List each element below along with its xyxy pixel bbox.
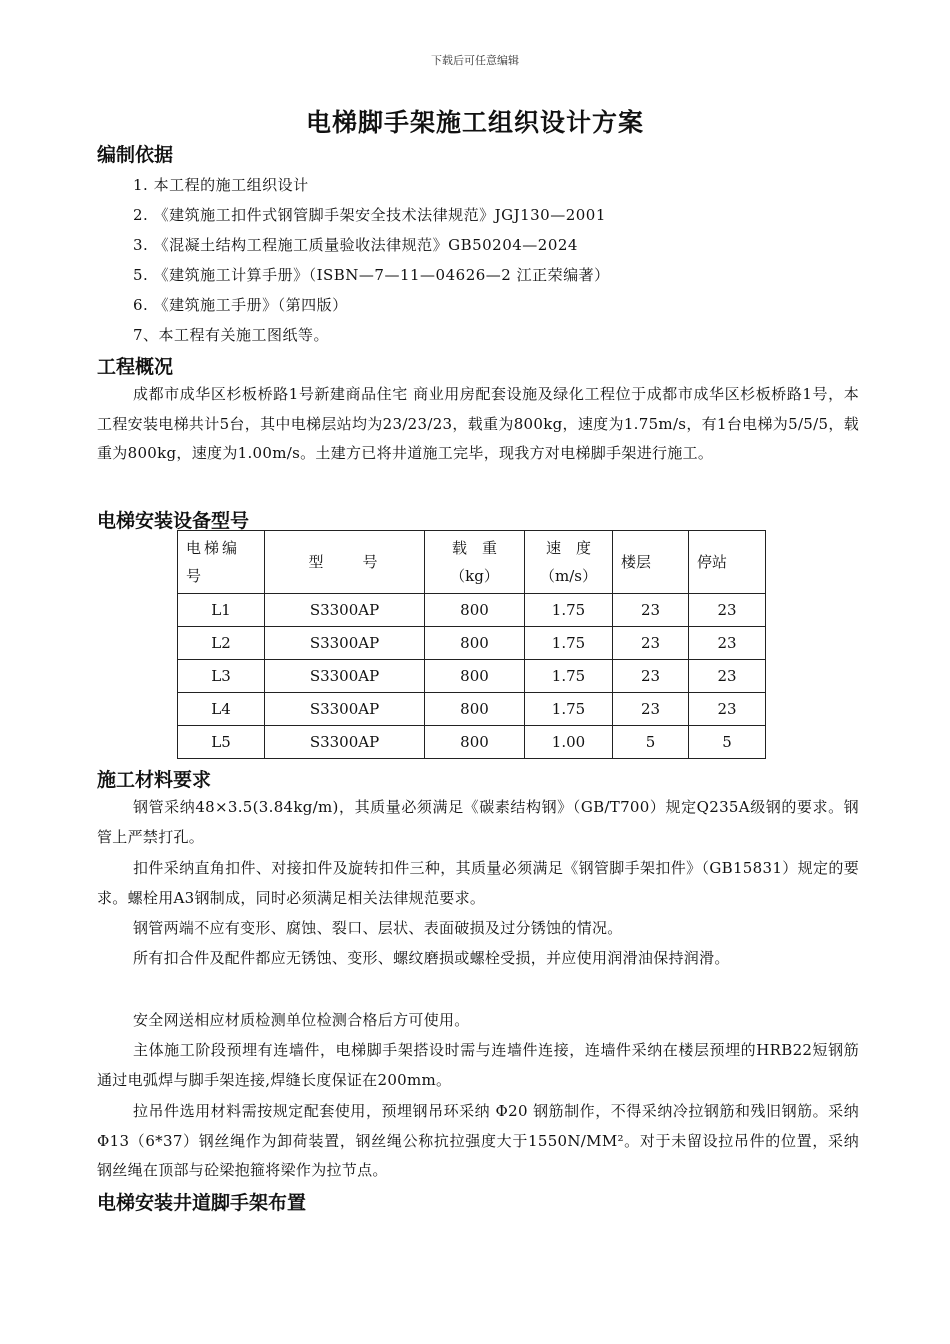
header-load-label: 载 重 <box>451 539 497 557</box>
cell-id: L5 <box>178 726 265 759</box>
cell-stops: 23 <box>689 594 766 627</box>
header-note: 下载后可任意编辑 <box>431 54 519 67</box>
cell-model: S3300AP <box>265 726 425 759</box>
equipment-table <box>177 530 766 759</box>
cell-speed: 1.75 <box>525 594 613 627</box>
cell-stops: 23 <box>689 627 766 660</box>
overview-paragraph: 成都市成华区杉板桥路1号新建商品住宅 商业用房配套设施及绿化工程位于成都市成华区杉板桥路1号，本工程安装电梯共计5台，其中电梯层站均为23/23/23，载重为800kg，速度为1.75m/s，有1台电梯为5/5/5，载重为800kg，速度为1.00m/s。土建方已将井道施工完毕，现我方对电梯脚手架进行施工。 <box>97 385 859 462</box>
header-speed-label: 速 度 <box>545 539 591 557</box>
cell-model: S3300AP <box>265 693 425 726</box>
materials-paragraph: 钢管采纳48×3.5(3.84kg/m)，其质量必须满足《碳素结构钢》（GB/T700）规定Q235A级钢的要求。钢管上严禁打孔。 <box>97 798 859 846</box>
materials-paragraph: 拉吊件选用材料需按规定配套使用，预埋钢吊环采纳 Φ20 钢筋制作，不得采纳冷拉钢筋和残旧钢筋。采纳 Φ13（6*37）钢丝绳作为卸荷装置，钢丝绳公称抗拉强度大于1550N/MM²。对于未留设拉吊件的位置，采纳钢丝绳在顶部与砼梁抱箍将梁作为拉节点。 <box>97 1102 859 1179</box>
header-floors: 楼层 <box>613 531 689 594</box>
cell-stops: 5 <box>689 726 766 759</box>
cell-floors: 5 <box>613 726 689 759</box>
materials-paragraph: 扣件采纳直角扣件、对接扣件及旋转扣件三种，其质量必须满足《钢管脚手架扣件》（GB15831）规定的要求。螺栓用A3钢制成，同时必须满足相关法律规范要求。 <box>97 859 859 907</box>
header-load <box>425 531 525 594</box>
cell-speed: 1.75 <box>525 627 613 660</box>
table-row <box>178 660 766 693</box>
materials-paragraph: 安全网送相应材质检测单位检测合格后方可使用。 <box>133 1011 470 1029</box>
cell-id: L4 <box>178 693 265 726</box>
table-header-row <box>178 531 766 594</box>
header-speed <box>525 531 613 594</box>
cell-model: S3300AP <box>265 627 425 660</box>
cell-stops: 23 <box>689 660 766 693</box>
table-row <box>178 627 766 660</box>
table-row <box>178 726 766 759</box>
cell-model: S3300AP <box>265 594 425 627</box>
cell-floors: 23 <box>613 594 689 627</box>
cell-floors: 23 <box>613 660 689 693</box>
section-heading-layout: 电梯安装井道脚手架布置 <box>97 1192 307 1214</box>
basis-item: 6. 《建筑施工手册》（第四版） <box>133 296 348 314</box>
cell-floors: 23 <box>613 627 689 660</box>
page-title: 电梯脚手架施工组织设计方案 <box>305 108 644 137</box>
cell-load: 800 <box>425 627 525 660</box>
materials-paragraph: 主体施工阶段预埋有连墙件，电梯脚手架搭设时需与连墙件连接，连墙件采纳在楼层预埋的HRB22短钢筋通过电弧焊与脚手架连接,焊缝长度保证在200mm。 <box>97 1041 859 1089</box>
section-heading-materials: 施工材料要求 <box>97 769 212 791</box>
cell-speed: 1.75 <box>525 660 613 693</box>
table-row <box>178 594 766 627</box>
cell-load: 800 <box>425 693 525 726</box>
materials-paragraph: 钢管两端不应有变形、腐蚀、裂口、层状、表面破损及过分锈蚀的情况。 <box>133 919 623 937</box>
basis-item: 2. 《建筑施工扣件式钢管脚手架安全技术法律规范》JGJ130—2001 <box>133 206 606 224</box>
cell-floors: 23 <box>613 693 689 726</box>
cell-load: 800 <box>425 726 525 759</box>
cell-id: L2 <box>178 627 265 660</box>
cell-load: 800 <box>425 660 525 693</box>
materials-paragraph: 所有扣合件及配件都应无锈蚀、变形、螺纹磨损或螺栓受损，并应使用润滑油保持润滑。 <box>133 949 730 967</box>
header-model: 型 号 <box>265 531 425 594</box>
cell-stops: 23 <box>689 693 766 726</box>
cell-id: L1 <box>178 594 265 627</box>
basis-item: 7、本工程有关施工图纸等。 <box>133 326 330 344</box>
cell-model: S3300AP <box>265 660 425 693</box>
section-heading-equipment: 电梯安装设备型号 <box>97 510 250 532</box>
header-stops: 停站 <box>689 531 766 594</box>
header-id: 电梯编号 <box>178 531 265 594</box>
section-heading-overview: 工程概况 <box>97 356 174 378</box>
section-heading-basis: 编制依据 <box>97 144 174 166</box>
cell-speed: 1.75 <box>525 693 613 726</box>
basis-item: 5. 《建筑施工计算手册》（ISBN—7—11—04626—2 江正荣编著） <box>133 266 610 284</box>
header-speed-unit: （m/s） <box>540 567 597 585</box>
header-load-unit: （kg） <box>450 567 499 585</box>
cell-load: 800 <box>425 594 525 627</box>
table-row <box>178 693 766 726</box>
cell-speed: 1.00 <box>525 726 613 759</box>
basis-item: 1. 本工程的施工组织设计 <box>133 176 309 194</box>
cell-id: L3 <box>178 660 265 693</box>
basis-item: 3. 《混凝土结构工程施工质量验收法律规范》GB50204—2024 <box>133 236 578 254</box>
